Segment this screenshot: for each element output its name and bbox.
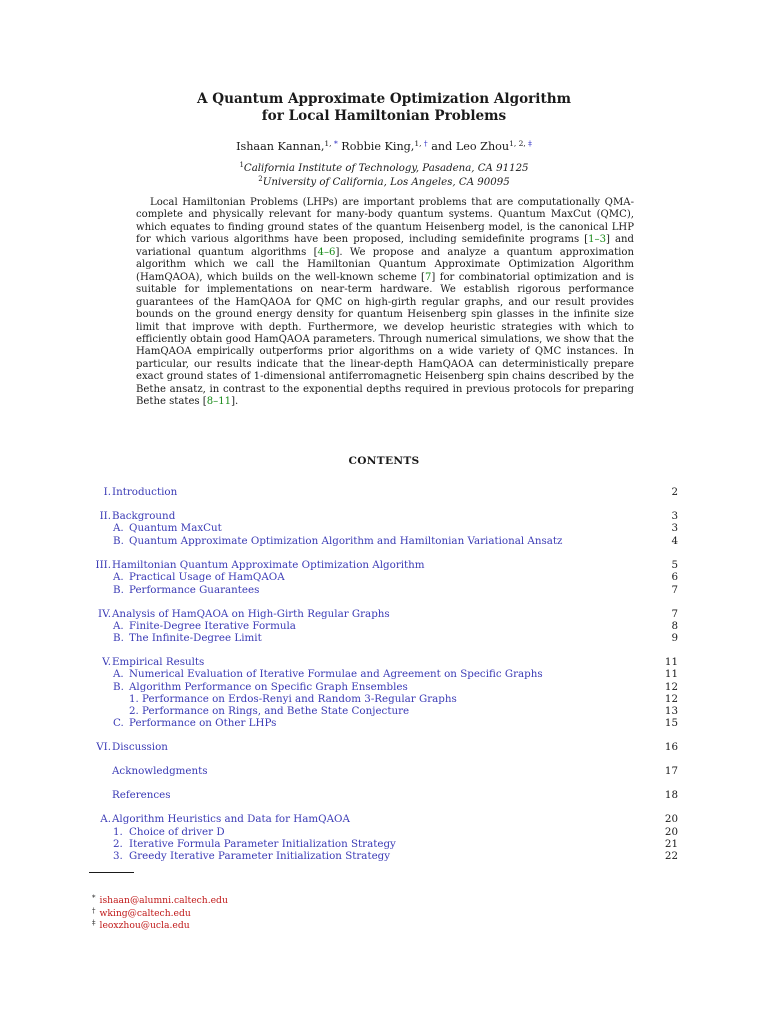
abstract-text: Local Hamiltonian Problems (LHPs) are important problems that are computationally QMA-complete and physically relevant for many-body quantum systems. Quantum MaxCut (QMC), which equates to finding ground states of the quantum Heisenberg model, is the canonical LHP for which various algorithms have been proposed, including semidefinite programs [	[136, 197, 634, 246]
footnote-mark: ‡	[92, 919, 96, 927]
toc-entry-number[interactable]: III.	[95, 559, 111, 571]
toc-entry-label[interactable]: Greedy Iterative Parameter Initialization Strategy	[129, 850, 391, 862]
affiliation-list	[0, 162, 768, 189]
toc-entry-page: 11	[664, 668, 678, 680]
toc-entry-page: 7	[671, 608, 678, 620]
toc-entry-number[interactable]: 2.	[129, 705, 139, 717]
affiliation	[0, 162, 768, 176]
toc-entry-label[interactable]: Empirical Results	[112, 656, 205, 668]
citation-link[interactable]: 1–3	[588, 234, 607, 246]
toc-entry-label[interactable]: Analysis of HamQAOA on High-Girth Regular Graphs	[112, 608, 390, 620]
toc-entry-label[interactable]: Performance on Rings, and Bethe State Conjecture	[142, 705, 410, 717]
toc-entry-number[interactable]: IV.	[98, 608, 111, 620]
citation-link[interactable]: 4–6	[317, 246, 336, 258]
toc-entry-page: 20	[664, 826, 678, 838]
toc-entry-label[interactable]: Performance Guarantees	[129, 584, 260, 596]
toc-entry-page: 4	[671, 535, 678, 547]
toc-entry-page: 12	[664, 693, 678, 705]
toc-entry-number[interactable]: V.	[102, 656, 111, 668]
citation-link[interactable]: 7	[424, 271, 432, 283]
author-footnote-link[interactable]: *	[331, 139, 338, 148]
toc-entry-page: 13	[664, 705, 678, 717]
contents-heading: CONTENTS	[348, 455, 420, 467]
abstract	[136, 197, 634, 409]
toc-entry-label[interactable]: References	[112, 789, 171, 801]
affiliation-text: California Institute of Technology, Pasadena, CA 91125	[243, 163, 529, 174]
toc-entry-page: 2	[671, 486, 678, 498]
toc-entry-page: 6	[671, 571, 678, 583]
author-affiliation-number: 1,	[324, 139, 332, 148]
toc-entry-page: 22	[664, 850, 678, 862]
footnote-email-link[interactable]: wking@caltech.edu	[99, 908, 191, 919]
toc-entry-label[interactable]: Quantum Approximate Optimization Algorithm and Hamiltonian Variational Ansatz	[129, 535, 563, 547]
toc-entry-page: 5	[671, 559, 678, 571]
toc-entry-label[interactable]: Choice of driver D	[129, 826, 225, 838]
toc-entry-number[interactable]: B.	[113, 535, 124, 547]
abstract-text: ].	[231, 396, 239, 408]
author-footnote-link[interactable]: ‡	[525, 139, 532, 148]
toc-entry-label[interactable]: Acknowledgments	[112, 765, 208, 777]
toc-entry-label[interactable]: Practical Usage of HamQAOA	[129, 571, 285, 583]
author-name: Robbie King,	[341, 140, 415, 153]
toc-entry-number[interactable]: 3.	[113, 850, 123, 862]
toc-entry-label[interactable]: Algorithm Heuristics and Data for HamQAOA	[112, 813, 350, 825]
toc-entry-number[interactable]: A.	[113, 668, 124, 680]
toc-entry-page: 3	[671, 522, 678, 534]
toc-entry-page: 11	[664, 656, 678, 668]
toc-entry-label[interactable]: Quantum MaxCut	[129, 522, 222, 534]
toc-entry-page: 18	[664, 789, 678, 801]
toc-entry-page: 20	[664, 813, 678, 825]
abstract-text: ] and variational quantum algorithms [	[136, 234, 634, 258]
toc-entry-number[interactable]: A.	[113, 571, 124, 583]
toc-entry-label[interactable]: Algorithm Performance on Specific Graph Ensembles	[129, 681, 408, 693]
toc-entry-number[interactable]: A.	[113, 620, 124, 632]
toc-entry-page: 12	[664, 681, 678, 693]
toc-entry-label[interactable]: Performance on Erdos-Renyi and Random 3-Regular Graphs	[142, 693, 457, 705]
author-affiliation-number: 1, 2,	[509, 139, 526, 148]
affiliation-text: University of California, Los Angeles, CA 90095	[262, 176, 510, 188]
toc-entry-number[interactable]: 1.	[129, 693, 139, 705]
footnote	[92, 893, 228, 906]
toc-entry-label[interactable]: Background	[112, 510, 176, 522]
toc-entry-number[interactable]: A.	[100, 813, 111, 825]
affiliation-number: 2	[258, 174, 263, 183]
toc-entry-number[interactable]: 1.	[113, 826, 123, 838]
toc-entry-number[interactable]: C.	[113, 717, 124, 729]
footnote-mark: *	[92, 894, 96, 902]
affiliation-number: 1	[239, 161, 244, 169]
footnote-email-link[interactable]: ishaan@alumni.caltech.edu	[99, 895, 228, 906]
author-name: Ishaan Kannan,	[236, 140, 325, 153]
footnote-email-link[interactable]: leoxzhou@ucla.edu	[99, 920, 190, 931]
title-line-2: for Local Hamiltonian Problems	[261, 108, 507, 124]
footnote	[92, 918, 190, 931]
footnote-rule	[89, 872, 134, 873]
affiliation	[0, 176, 768, 190]
author-affiliation-number: 1,	[414, 139, 422, 148]
toc-entry-number[interactable]: B.	[113, 584, 124, 596]
toc-entry-label[interactable]: Numerical Evaluation of Iterative Formulae and Agreement on Specific Graphs	[129, 668, 543, 680]
toc-entry-page: 17	[664, 765, 678, 777]
toc-entry-page: 8	[671, 620, 678, 632]
toc-entry-label[interactable]: The Infinite-Degree Limit	[129, 632, 262, 644]
toc-entry-page: 15	[664, 717, 678, 729]
abstract-text: ]. We propose and analyze a quantum approximation algorithm which we call the Hamiltonian Quantum Approximate Optimization Algorithm (HamQAOA), which builds on the well-known scheme [	[136, 246, 634, 283]
toc-entry-number[interactable]: B.	[113, 632, 124, 644]
toc-entry-number[interactable]: I.	[103, 486, 111, 498]
title-line-1: A Quantum Approximate Optimization Algorithm	[196, 91, 572, 107]
footnote-mark: †	[92, 907, 96, 915]
toc-entry-label[interactable]: Iterative Formula Parameter Initialization Strategy	[129, 838, 396, 850]
toc-entry-label[interactable]: Hamiltonian Quantum Approximate Optimization Algorithm	[112, 559, 425, 571]
toc-entry-number[interactable]: A.	[113, 522, 124, 534]
toc-entry-page: 3	[671, 510, 678, 522]
toc-entry-label[interactable]: Performance on Other LHPs	[129, 717, 277, 729]
toc-entry-page: 7	[671, 584, 678, 596]
author-name: and Leo Zhou	[431, 140, 510, 153]
toc-entry-page: 9	[671, 632, 678, 644]
author-footnote-link[interactable]: †	[421, 139, 428, 148]
toc-entry-number[interactable]: II.	[99, 510, 111, 522]
toc-entry-label[interactable]: Finite-Degree Iterative Formula	[129, 620, 296, 632]
toc-entry-number[interactable]: B.	[113, 681, 124, 693]
paper-title	[0, 91, 768, 125]
toc-entry-label[interactable]: Discussion	[112, 741, 168, 753]
toc-entry-number[interactable]: 2.	[113, 838, 123, 850]
toc-entry-label[interactable]: Introduction	[112, 486, 178, 498]
toc-entry-page: 21	[664, 838, 678, 850]
toc-entry-page: 16	[664, 741, 678, 753]
toc-entry-number[interactable]: VI.	[96, 741, 111, 753]
abstract-text: ] for combinatorial optimization and is suitable for implementations on near-term hardware. We establish rigorous performance guarantees of the HamQAOA for QMC on high-girth regular graphs, and our result provides bounds on the ground energy density for quantum Heisenberg spin glasses in the infinite size limit that improve with depth. Furthermore, we develop heuristic strategies with which to efficiently obtain good HamQAOA parameters. Through numerical simulations, we show that the HamQAOA empirically outperforms prior algorithms on a wide variety of QMC instances. In particular, our results indicate that the linear-depth HamQAOA can deterministically prepare exact ground states of 1-dimensional antiferromagnetic Heisenberg spin chains described by the Bethe ansatz, in contrast to the exponential depths required in previous protocols for preparing Bethe states [	[136, 271, 634, 408]
citation-link[interactable]: 8–11	[206, 396, 232, 408]
author-list	[0, 140, 768, 154]
